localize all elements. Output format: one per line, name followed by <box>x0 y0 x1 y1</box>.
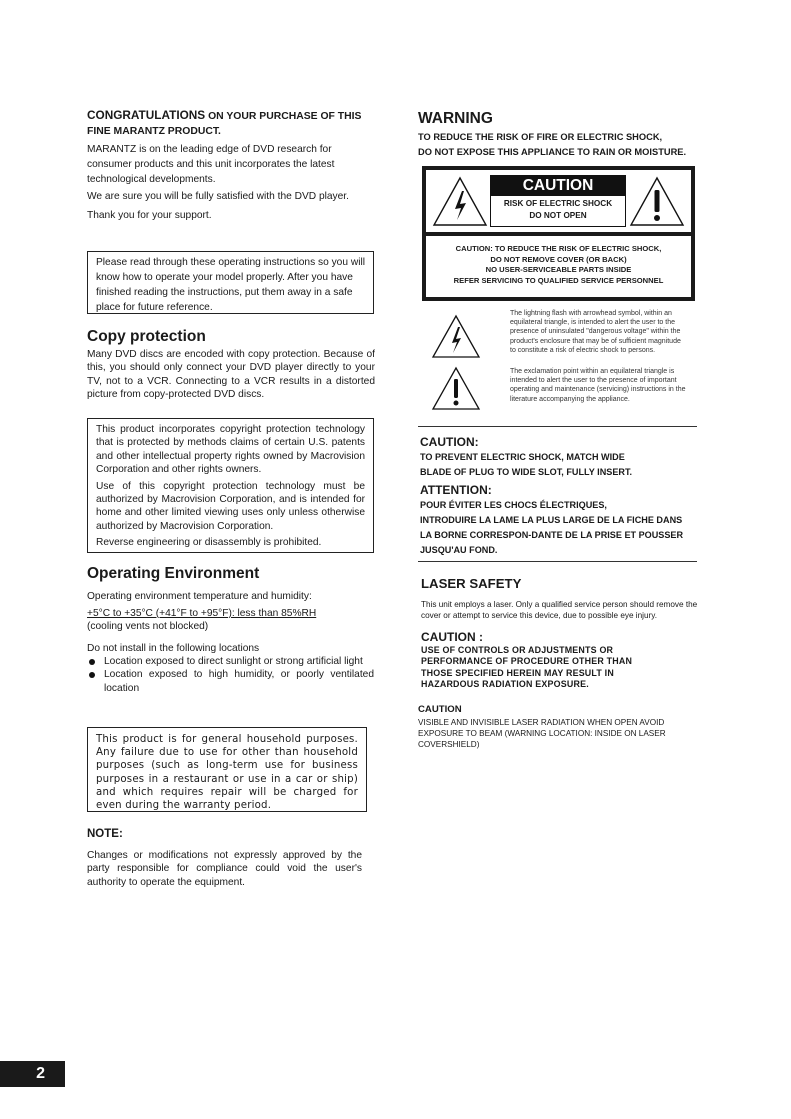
attention-line-3: LA BORNE CORRESPON-DANTE DE LA PRISE ET POUSSER <box>420 530 684 540</box>
caution-label-title: CAUTION <box>491 176 625 196</box>
cooling-vents-note: (cooling vents not blocked) <box>87 621 209 632</box>
warning-title: WARNING <box>418 110 493 127</box>
list-item: Location exposed to high humidity, or poorly ventilated location <box>87 668 374 695</box>
laser-caution-title: CAUTION : <box>421 630 483 644</box>
caution-label-sub-2: DO NOT OPEN <box>529 211 587 220</box>
lightning-symbol-description: The lightning flash with arrowhead symbol, within an equilateral triangle, is intended to alert the user to the presence of uninsulated "dangerous voltage" within the product's enclosure that may be of sufficient magnitude to constitute a risk of electric shock to persons. <box>510 310 681 354</box>
copy-protection-title: Copy protection <box>87 328 206 345</box>
laser-caution-line-2: PERFORMANCE OF PROCEDURE OTHER THAN <box>421 656 633 667</box>
macrovision-paragraph-1: This product incorporates copyright protection technology that is protected by methods claims of certain U.S. patents and other intellectual property rights owned by Macrovision Corporation and other rights owners. <box>96 424 365 476</box>
lightning-triangle-icon <box>432 176 488 227</box>
attention-line-1: POUR ÉVITER LES CHOCS ÉLECTRIQUES, <box>420 500 607 510</box>
exclamation-triangle-icon <box>629 176 685 227</box>
plug-caution-line-2: BLADE OF PLUG TO WIDE SLOT, FULLY INSERT. <box>420 467 633 477</box>
caution-label-line-2: DO NOT REMOVE COVER (OR BACK) <box>490 254 627 264</box>
lightning-symbol-icon <box>431 314 481 359</box>
operating-environment-intro: Operating environment temperature and humidity: <box>87 591 312 602</box>
install-locations-list <box>87 655 374 695</box>
household-use-text: This product is for general household purposes. Any failure due to use for other than household purposes (such as long-term use for business purposes in a restaurant or use in a car or ship) and which requires repair will be charged for even during the warranty period. <box>96 734 358 812</box>
caution-header-box <box>490 175 626 227</box>
warning-text <box>418 130 718 160</box>
caution-label-sub-1: RISK OF ELECTRIC SHOCK <box>503 199 613 208</box>
divider <box>418 561 697 562</box>
laser-safety-title: LASER SAFETY <box>421 576 522 591</box>
congratulations-heading <box>87 108 387 139</box>
caution-label-line-1: CAUTION: TO REDUCE THE RISK OF ELECTRIC SHOCK, <box>455 244 662 253</box>
laser-radiation-caution-title: CAUTION <box>418 704 462 715</box>
plug-caution-text <box>420 450 710 480</box>
caution-label-panel <box>422 166 695 301</box>
laser-radiation-caution-body: VISIBLE AND INVISIBLE LASER RADIATION WHEN OPEN AVOID EXPOSURE TO BEAM (WARNING LOCATION: INSIDE ON LASER COVERSHIELD) <box>418 718 666 749</box>
household-use-box <box>87 727 367 812</box>
laser-caution-text <box>421 645 701 691</box>
caution-label-line-4: REFER SERVICING TO QUALIFIED SERVICE PERSONNEL <box>453 275 664 285</box>
attention-line-2: INTRODUIRE LA LAME LA PLUS LARGE DE LA FICHE DANS <box>420 515 683 525</box>
attention-line-4: JUSQU'AU FOND. <box>420 545 498 555</box>
exclamation-symbol-description: The exclamation point within an equilateral triangle is intended to alert the user to the presence of important operating and maintenance (servicing) instructions in the literature accompanying the appliance. <box>510 368 686 403</box>
congratulations-title-big: CONGRATULATIONS <box>87 108 206 122</box>
divider <box>418 426 697 427</box>
list-item: Location exposed to direct sunlight or strong artificial light <box>87 655 374 668</box>
caution-label-bottom <box>426 236 691 297</box>
copy-protection-body: Many DVD discs are encoded with copy protection. Because of this, you should only connect your DVD player directly to your TV, not to a VCR. Connecting to a VCR results in a distorted picture from copy-protected DVD discs. <box>87 349 375 401</box>
read-instructions-text: Please read through these operating instructions so you will know how to operate your model properly. After you have finished reading the instructions, put them away in a safe place for future reference. <box>96 257 365 313</box>
congratulations-paragraph-1: MARANTZ is on the leading edge of DVD research for consumer products and this unit incorporates the latest technological developments. <box>87 144 335 185</box>
congratulations-paragraph-2: We are sure you will be fully satisfied with the DVD player. <box>87 191 349 202</box>
note-title: NOTE: <box>87 828 123 840</box>
exclamation-symbol-icon <box>431 366 481 411</box>
congratulations-title-line2: FINE MARANTZ PRODUCT. <box>87 126 221 137</box>
macrovision-paragraph-3: Reverse engineering or disassembly is prohibited. <box>96 537 322 549</box>
read-instructions-box <box>87 251 374 314</box>
laser-safety-body: This unit employs a laser. Only a qualified service person should remove the cover or attempt to service this device, due to possible eye injury. <box>421 600 698 620</box>
operating-environment-title: Operating Environment <box>87 565 260 582</box>
plug-caution-title: CAUTION: <box>420 435 479 449</box>
caution-label-line-3: NO USER-SERVICEABLE PARTS INSIDE <box>485 265 632 275</box>
laser-caution-line-4: HAZARDOUS RADIATION EXPOSURE. <box>421 679 589 690</box>
macrovision-paragraph-2: Use of this copyright protection technology must be authorized by Macrovision Corporation, and is intended for home and other limited viewing uses only unless otherwise authorized by Macrovision Corporation. <box>96 480 365 532</box>
macrovision-box <box>87 418 374 553</box>
attention-text <box>420 498 710 558</box>
plug-caution-line-1: TO PREVENT ELECTRIC SHOCK, MATCH WIDE <box>420 452 625 462</box>
caution-label-top <box>426 170 691 232</box>
page-number: 2 <box>0 1061 65 1087</box>
warning-line-1: TO REDUCE THE RISK OF FIRE OR ELECTRIC SHOCK, <box>418 132 663 142</box>
laser-caution-line-3: THOSE SPECIFIED HEREIN MAY RESULT IN <box>421 667 614 678</box>
congratulations-paragraph-3: Thank you for your support. <box>87 210 212 221</box>
temperature-range: +5°C to +35°C (+41°F to +95°F): less than 85%RH <box>87 608 317 619</box>
note-body: Changes or modifications not expressly approved by the party responsible for compliance could void the user's authority to operate the equipment. <box>87 850 362 888</box>
warning-line-2: DO NOT EXPOSE THIS APPLIANCE TO RAIN OR MOISTURE. <box>418 147 687 157</box>
attention-title: ATTENTION: <box>420 483 492 497</box>
congratulations-title-rest: ON YOUR PURCHASE OF THIS <box>205 111 362 122</box>
laser-caution-line-1: USE OF CONTROLS OR ADJUSTMENTS OR <box>421 645 614 655</box>
install-locations-intro: Do not install in the following locations <box>87 643 260 654</box>
